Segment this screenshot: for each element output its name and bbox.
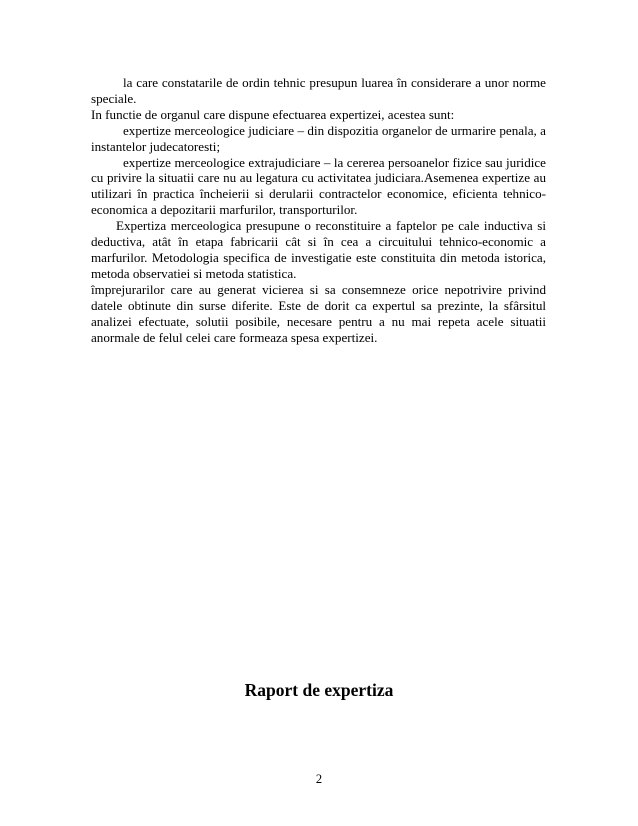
paragraph-expertiza	[91, 218, 546, 282]
paragraph-text: împrejurarilor care au generat vicierea si sa consemneze orice nepotrivire privind datele obtinute din surse diferite. Este de dorit ca expertul sa prezinte, la sfârsitul analizei efectuate, solutii posibile, necesare pentru a nu mai repeta acele situatii anormale de felul celei care formeaza spesa expertizei.	[91, 281, 546, 345]
page-number: 2	[315, 772, 323, 786]
body-text	[91, 75, 546, 345]
paragraph-intro	[91, 107, 546, 123]
paragraph-text: expertize merceologice extrajudiciare – la cererea persoanelor fizice sau juridice cu privire la situatii care nu au legatura cu activitatea judiciara.Asemenea expertize au utilizari în practica încheierii si derularii contractelor economice, eficienta tehnico-economica a depozitarii marfurilor, transporturilor.	[91, 154, 546, 218]
paragraph-text: la care constatarile de ordin tehnic presupun luarea în considerare a unor norme speciale.	[91, 75, 546, 106]
paragraph-bullet-2	[91, 123, 546, 155]
paragraph-text: In functie de organul care dispune efectuarea expertizei, acestea sunt:	[91, 106, 455, 122]
paragraph-text: expertize merceologice judiciare – din dispozitia organelor de urmarire penala, a instantelor judecatoresti;	[91, 122, 546, 154]
paragraph-bullet-1	[91, 75, 546, 107]
paragraph-imprejurari	[91, 282, 546, 346]
section-heading: Raport de expertiza	[244, 680, 394, 700]
paragraph-bullet-3	[91, 155, 546, 219]
paragraph-text: Expertiza merceologica presupune o reconstituire a faptelor pe cale inductiva si deductiva, atât în etapa fabricarii cât si în cea a circuitului tehnico-economic a marfurilor. Metodologia specifica de investigatie este constituita din metoda istorica, metoda observatiei si metoda statistica.	[91, 218, 546, 281]
